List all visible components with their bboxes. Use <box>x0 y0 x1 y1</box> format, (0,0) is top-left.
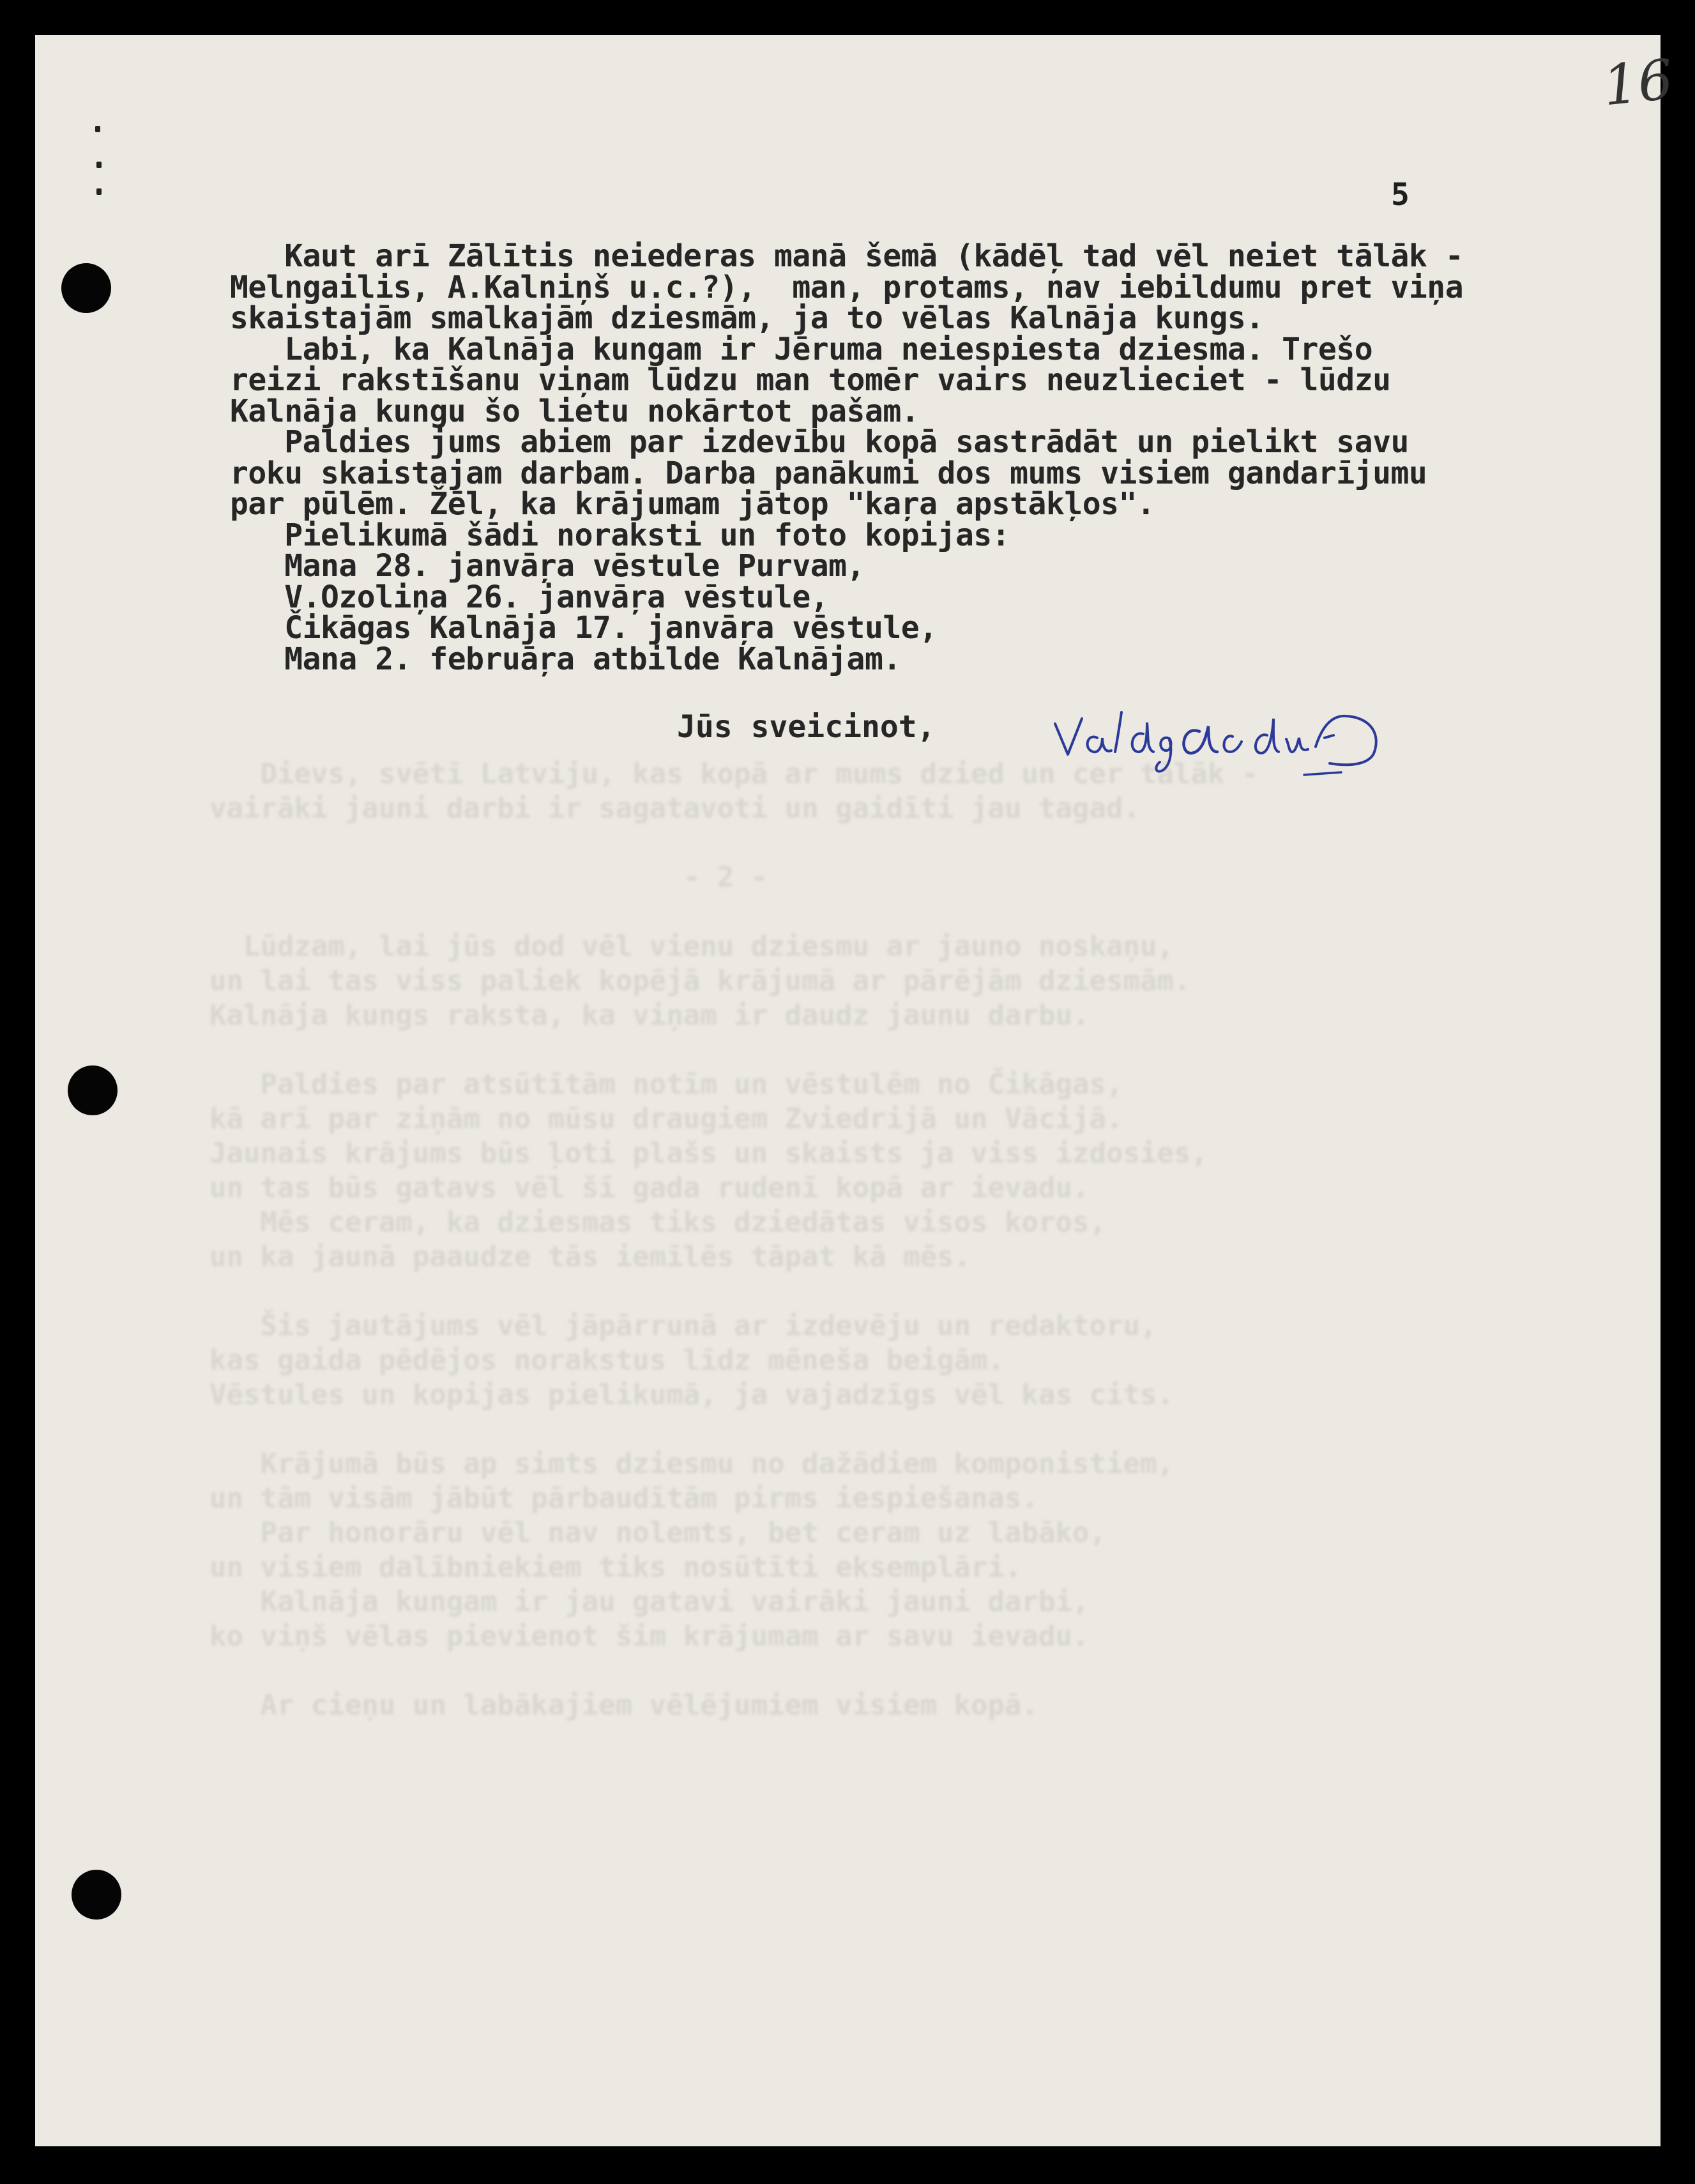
bleed-through-line: vairāki jauni darbi ir sagatavoti un gaidīti jau tagad. <box>176 792 1140 825</box>
bleed-through-line: Krājumā būs ap simts dziesmu no dažādiem komponistiem, <box>176 1447 1174 1480</box>
folio-number: 16 <box>1600 47 1676 119</box>
closing-text: Jūs sveicinot, <box>677 709 936 745</box>
body-line: Paldies jums abiem par izdevību kopā sastrādāt un pielikt savu <box>230 424 1409 460</box>
bleed-through-line: Kalnāja kungam ir jau gatavi vairāki jauni darbi, <box>176 1585 1090 1618</box>
bleed-through-line <box>176 1654 1549 1688</box>
bleed-through-line: Paldies par atsūtītām notīm un vēstulēm no Čikāgas, <box>176 1068 1123 1101</box>
body-line: Melngailis, A.Kalniņš u.c.?), man, protams, nav iebildumu pret viņa <box>230 269 1464 305</box>
body-line: Kaut arī Zālītis neiederas manā šemā (kādēļ tad vēl neiet tālāk - <box>230 238 1464 274</box>
body-line: Labi, ka Kalnāja kungam ir Jēruma neiespiesta dziesma. Trešo <box>230 331 1373 367</box>
bleed-through-line: Jaunais krājums būs ļoti plašs un skaists ja viss izdosies, <box>176 1137 1208 1170</box>
bleed-through-line: Vēstules un kopijas pielikumā, ja vajadzīgs vēl kas cits. <box>176 1378 1174 1411</box>
bleed-through-line <box>176 826 1549 860</box>
punch-hole-middle <box>68 1065 118 1115</box>
body-line: par pūlēm. Žēl, ka krājumam jātop "kaŗa apstākļos". <box>230 486 1155 522</box>
bleed-through-line: Par honorāru vēl nav nolemts, bet ceram uz labāko, <box>176 1516 1106 1549</box>
document-page <box>35 35 1676 2146</box>
punch-hole-bottom <box>72 1870 121 1920</box>
body-line: Pielikumā šādi noraksti un foto kopijas: <box>230 517 1010 553</box>
bleed-through-line: ko viņš vēlas pievienot šim krājumam ar savu ievadu. <box>176 1620 1090 1653</box>
closing-block <box>677 709 1507 786</box>
bleed-through-text <box>176 757 1549 1723</box>
bleed-through-line: un lai tas viss paliek kopējā krājumā ar pārējām dziesmām. <box>176 965 1191 997</box>
bleed-through-line: un tām visām jābūt pārbaudītām pirms iespiešanas. <box>176 1482 1039 1515</box>
bleed-through-line: Mēs ceram, ka dziesmas tiks dziedātas visos koros, <box>176 1206 1106 1239</box>
bleed-through-line: Ar cieņu un labākajiem vēlējumiem visiem kopā. <box>176 1689 1039 1722</box>
bleed-through-line: Dievs, svētī Latviju, kas kopā ar mums dzied un cer tālāk - <box>176 758 1259 790</box>
margin-mark <box>95 126 100 132</box>
bleed-through-line: Šis jautājums vēl jāpārrunā ar izdevēju un redaktoru, <box>176 1310 1157 1342</box>
body-line: roku skaistajam darbam. Darba panākumi dos mums visiem gandarījumu <box>230 455 1427 491</box>
bleed-through-line <box>176 895 1549 929</box>
bleed-through-line: un visiem dalībniekiem tiks nosūtīti eksemplāri. <box>176 1551 1022 1584</box>
bleed-through-line: kas gaida pēdējos norakstus līdz mēneša beigām. <box>176 1344 1005 1377</box>
margin-mark <box>96 188 102 195</box>
margin-mark <box>96 162 102 168</box>
handwritten-signature <box>1041 693 1424 789</box>
bleed-through-line: kā arī par ziņām no mūsu draugiem Zviedrijā un Vācijā. <box>176 1103 1123 1135</box>
body-line: Kalnāja kungu šo lietu nokārtot pašam. <box>230 393 920 429</box>
body-line: skaistajām smalkajām dziesmām, ja to vēlas Kalnāja kungs. <box>230 300 1264 336</box>
body-line: Mana 2. februāŗa atbilde Kalnājam. <box>230 641 901 677</box>
bleed-through-line <box>176 1412 1549 1447</box>
bleed-through-line: - 2 - <box>176 861 768 894</box>
letter-body <box>230 238 1603 677</box>
page-number: 5 <box>1391 177 1410 213</box>
body-line: Čikāgas Kalnāja 17. janvāŗa vēstule, <box>230 610 938 646</box>
bleed-through-line <box>176 1274 1549 1309</box>
body-line: Mana 28. janvāŗa vēstule Purvam, <box>230 548 865 584</box>
bleed-through-line: Kalnāja kungs raksta, ka viņam ir daudz jaunu darbu. <box>176 999 1090 1032</box>
bleed-through-line: un tas būs gatavs vēl šī gada rudenī kopā ar ievadu. <box>176 1172 1090 1204</box>
bleed-through-line <box>176 1033 1549 1067</box>
body-line: reizi rakstīšanu viņam lūdzu man tomēr vairs neuzlieciet - lūdzu <box>230 362 1391 398</box>
punch-hole-top <box>61 263 111 313</box>
body-line: V.Ozoliņa 26. janvāŗa vēstule, <box>230 579 829 615</box>
bleed-through-line: un ka jaunā paaudze tās iemīlēs tāpat kā mēs. <box>176 1241 971 1273</box>
bleed-through-line: Lūdzam, lai jūs dod vēl vienu dziesmu ar jauno noskaņu, <box>176 930 1174 963</box>
